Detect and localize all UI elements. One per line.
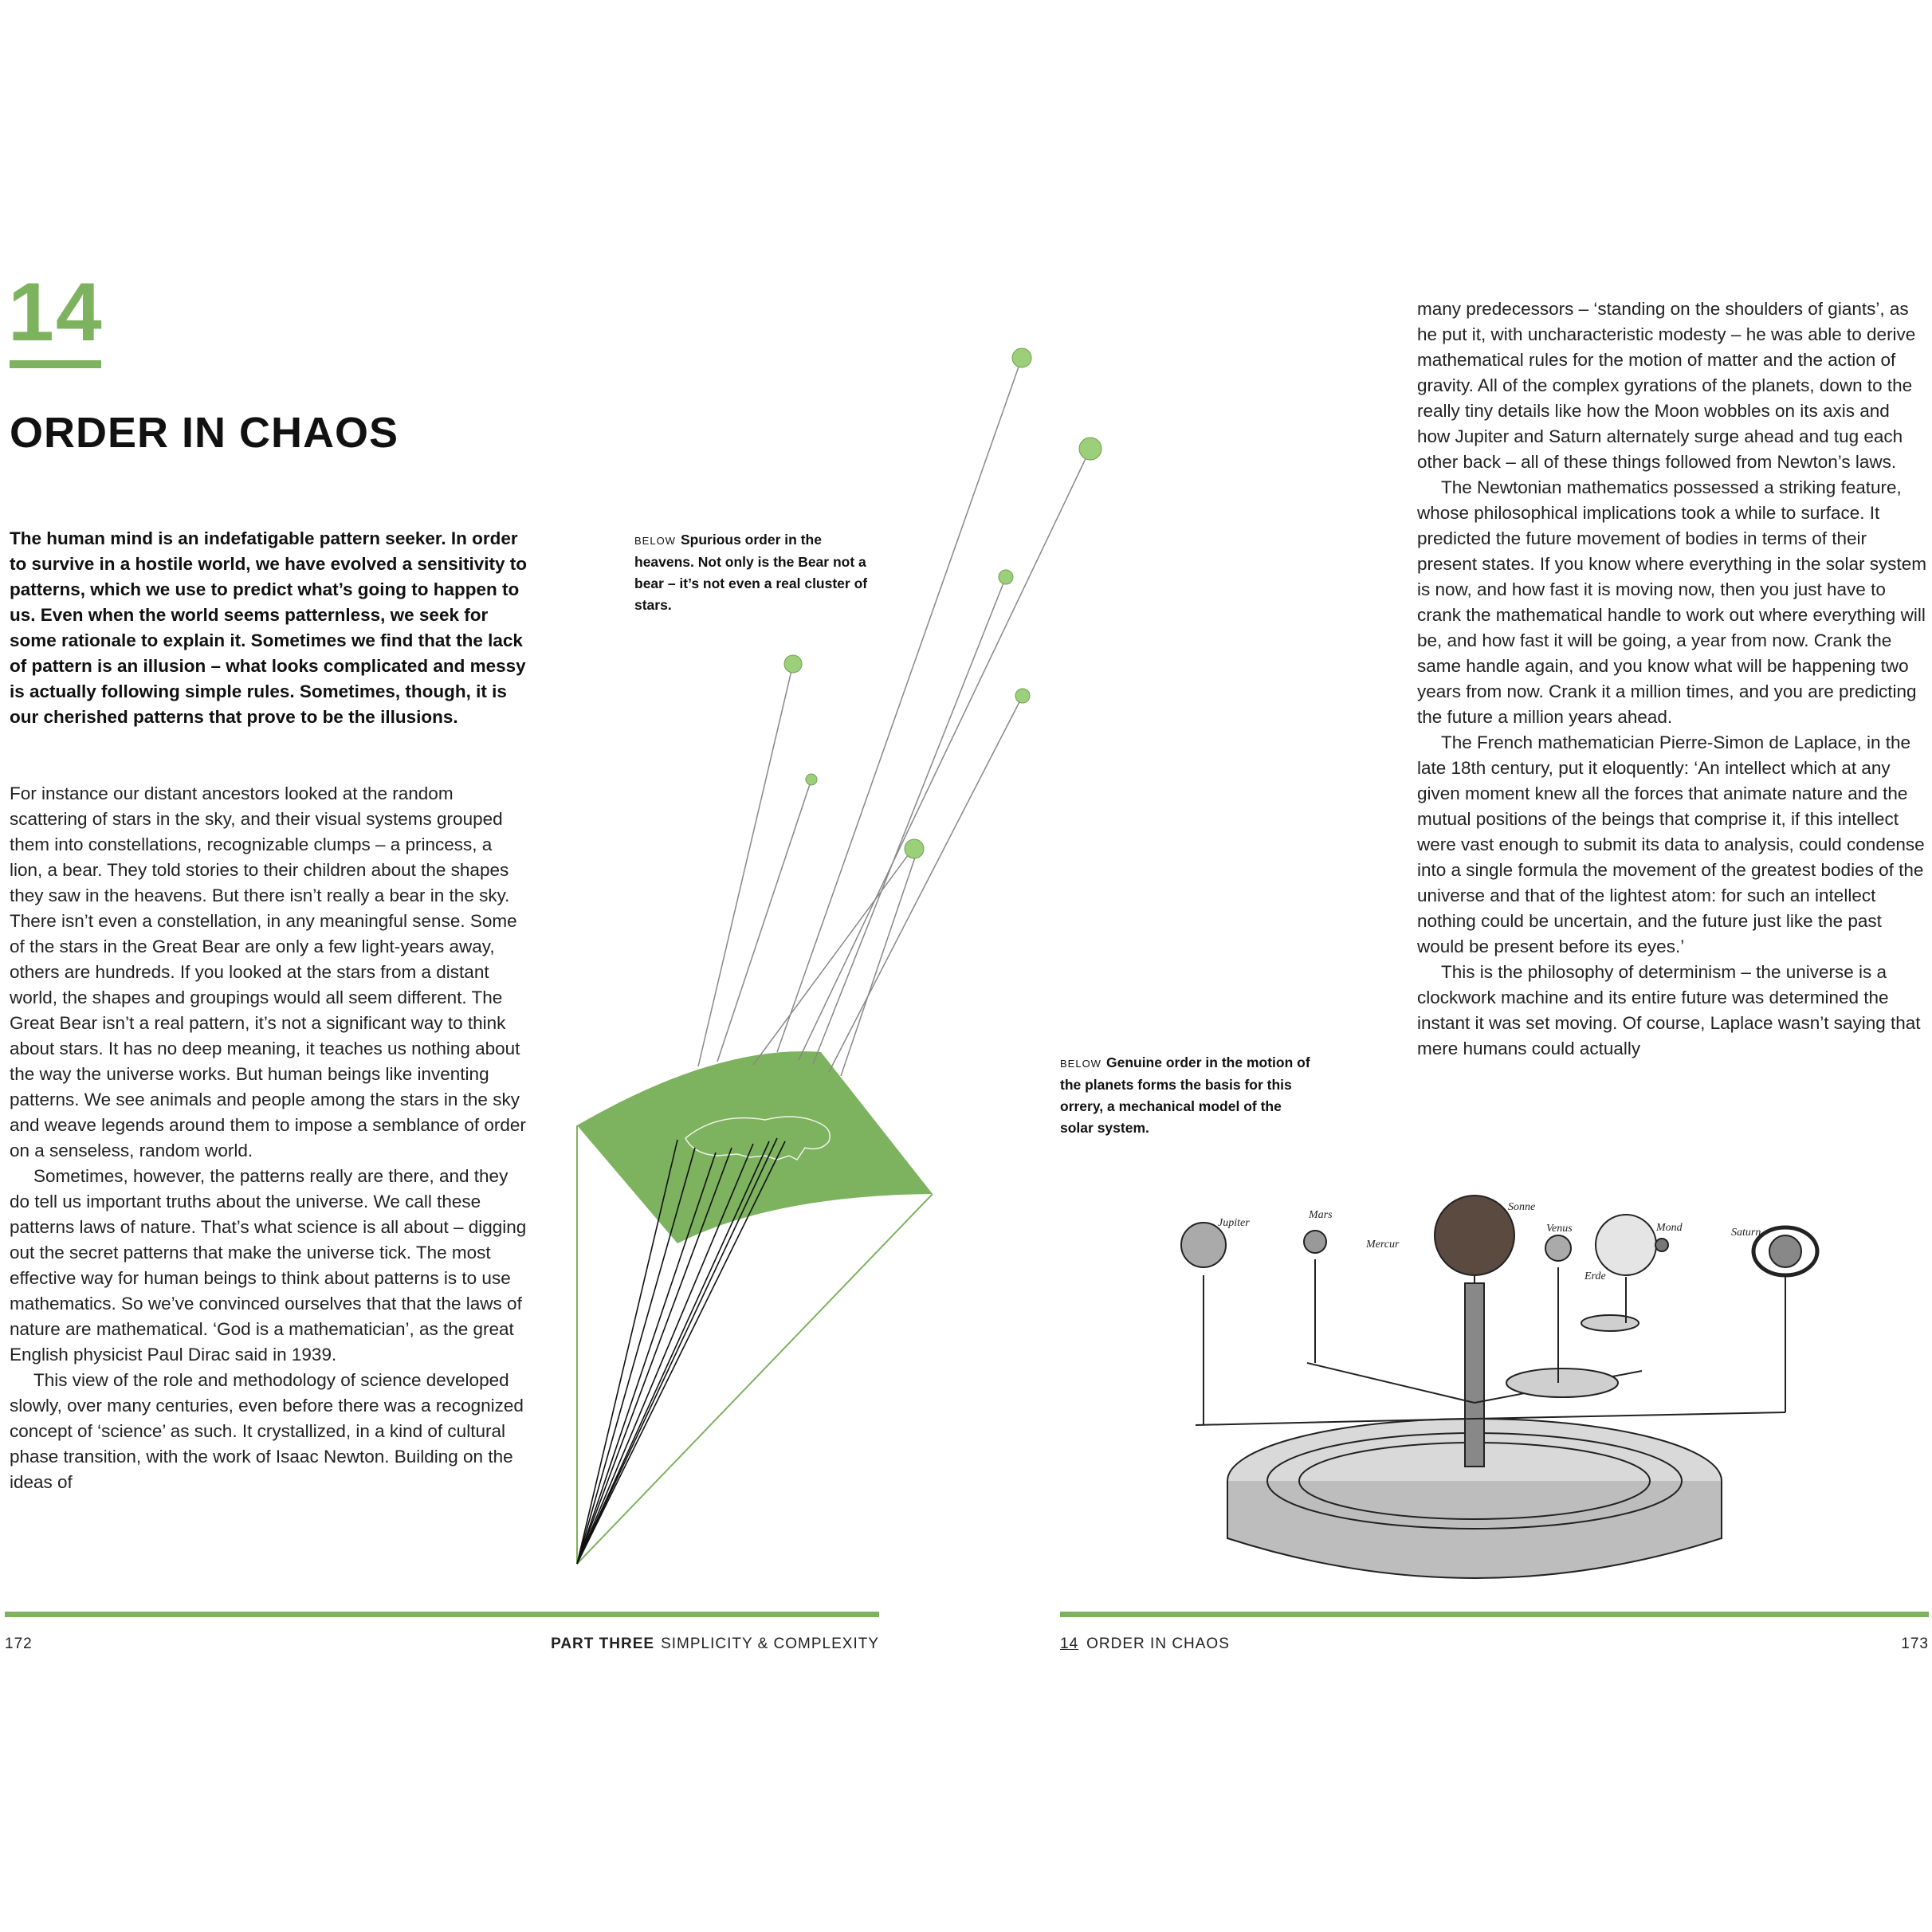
planet-earth [1596,1215,1656,1275]
planet-jupiter [1181,1223,1226,1267]
body-paragraph: The Newtonian mathematics possessed a striking feature, whose philosophical implications took a while to surface. It predicted the future movement of bodies in terms of their present states. If you know where everything in the solar system is now, and how fast it is moving now, then you just have to crank the mathematical handle to work out where everything will be, and how fast it will be going, a year from now. Crank the same handle again, and you know what will be happening two years from now. Crank it a million times, and you are predicting the future a million years ahead. [1417,477,1927,727]
planet-mars [1304,1231,1326,1253]
chapter-title-footer: ORDER IN CHAOS [1086,1636,1230,1652]
gear [1506,1368,1618,1397]
running-head-right [1060,1636,1230,1653]
body-paragraph: many predecessors – ‘standing on the shoulders of giants’, as he put it, with uncharacteristic modesty – he was able to derive mathematical rules for the motion of matter and the action of gravity. All of the complex gyrations of the planets, down to the really tiny details like how the Moon wobbles on its axis and how Jupiter and Saturn alternately surge ahead and tug each other back – all of these things followed from Newton’s laws. [1417,299,1916,472]
gear [1581,1315,1639,1331]
body-paragraph: This view of the role and methodology of science developed slowly, over many centuries, even before there was a recognized concept of ‘science’ as such. It crystallized, in a kind of cultural phase transition, with the work of Isaac Newton. Building on the ideas of [10,1370,524,1492]
body-paragraph: For instance our distant ancestors looked at the random scattering of stars in the sky, and their visual systems grouped them into constellations, recognizable clumps – a princess, a lion, a bear. They told stories to their children about the shapes they saw in the heavens. But there isn’t really a bear in the sky. There isn’t even a constellation, in any meaningful sense. Some of the stars in the Great Bear are only a few light-years away, others are hundreds. If you looked at the stars from a distant world, the shapes and groupings would all seem different. The Great Bear isn’t a real pattern, it’s not a significant way to think about stars. It has no deep meaning, it teaches us nothing about the way the universe works. But human beings like inventing patterns. We see animals and people among the stars in the sky and weave legends around them to impose a semblance of order on a senseless, random world. [10,783,526,1160]
caption-text: Genuine order in the motion of the planets forms the basis for this orrery, a mechanical model of the solar system. [1060,1054,1310,1136]
central-column [1465,1283,1484,1467]
orrery-label: Mars [1309,1209,1333,1221]
moon [1655,1239,1668,1251]
orrery-label: Jupiter [1218,1217,1250,1229]
part-label: PART THREE [551,1636,655,1652]
body-paragraph: The French mathematician Pierre-Simon de Laplace, in the late 18th century, put it eloquently: ‘An intellect which at any given moment knew all the forces that animate nature and the mutual positions of the beings that comprise it, if this intellect were vast enough to submit its data to analysis, could condense into a single formula the movement of the greatest bodies of the universe and that of the lightest atom: for such an intellect nothing could be uncertain, and the future just like the past would be present before its eyes.’ [1417,732,1925,956]
orrery-label: Mercur [1366,1239,1400,1251]
page-number-left: 172 [5,1636,33,1652]
orrery-label: Erde [1584,1270,1606,1282]
caption-label: BELOW [1060,1058,1101,1070]
chapter-number-footer: 14 [1060,1636,1079,1652]
caption-text: Spurious order in the heavens. Not only is the Bear not a bear – it’s not even a real cluster of stars. [634,532,868,613]
body-paragraph: Sometimes, however, the patterns really are there, and they do tell us important truths about the universe. We call these patterns laws of nature. That’s what science is all about – digging out the secret patterns that make the universe tick. The most effective way for human beings to think about patterns is to use mathematics. So we’ve convinced ourselves that that the laws of nature are mathematical. ‘God is a mathematician’, as the great English physicist Paul Dirac said in 1939. [10,1166,527,1365]
chapter-number: 14 [8,266,104,359]
footer-rule-right [1060,1612,1929,1617]
orrery-arm [1307,1363,1475,1403]
orrery-label: Saturn [1731,1227,1761,1239]
running-head-left [551,1636,879,1653]
orrery-label: Sonne [1508,1201,1536,1213]
page-number-right: 173 [1901,1636,1929,1652]
orrery-label: Mond [1656,1222,1683,1234]
footer-rule-left [5,1612,879,1617]
body-paragraph: This is the philosophy of determinism – the universe is a clockwork machine and its entire future was determined the instant it was set moving. Of course, Laplace wasn’t saying that mere humans could actually [1417,962,1921,1058]
intro-paragraph: The human mind is an indefatigable pattern seeker. In order to survive in a hostile world, we have evolved a sensitivity to patterns, which we use to predict what’s going to happen to us. Even when the world seems patternless, we seek for some rationale to explain it. Sometimes we find that the lack of pattern is an illusion – what looks complicated and messy is actually following simple rules. Sometimes, though, it is our cherished patterns that prove to be the illusions. [10,528,527,727]
planet-saturn [1769,1235,1801,1267]
chapter-title: ORDER IN CHAOS [10,409,399,457]
caption-label: BELOW [634,535,676,547]
orrery-arm [1475,1412,1785,1419]
section-label: SIMPLICITY & COMPLEXITY [661,1636,879,1652]
sun [1435,1196,1514,1275]
orrery-label: Venus [1546,1223,1573,1235]
planet-venus [1545,1235,1571,1261]
